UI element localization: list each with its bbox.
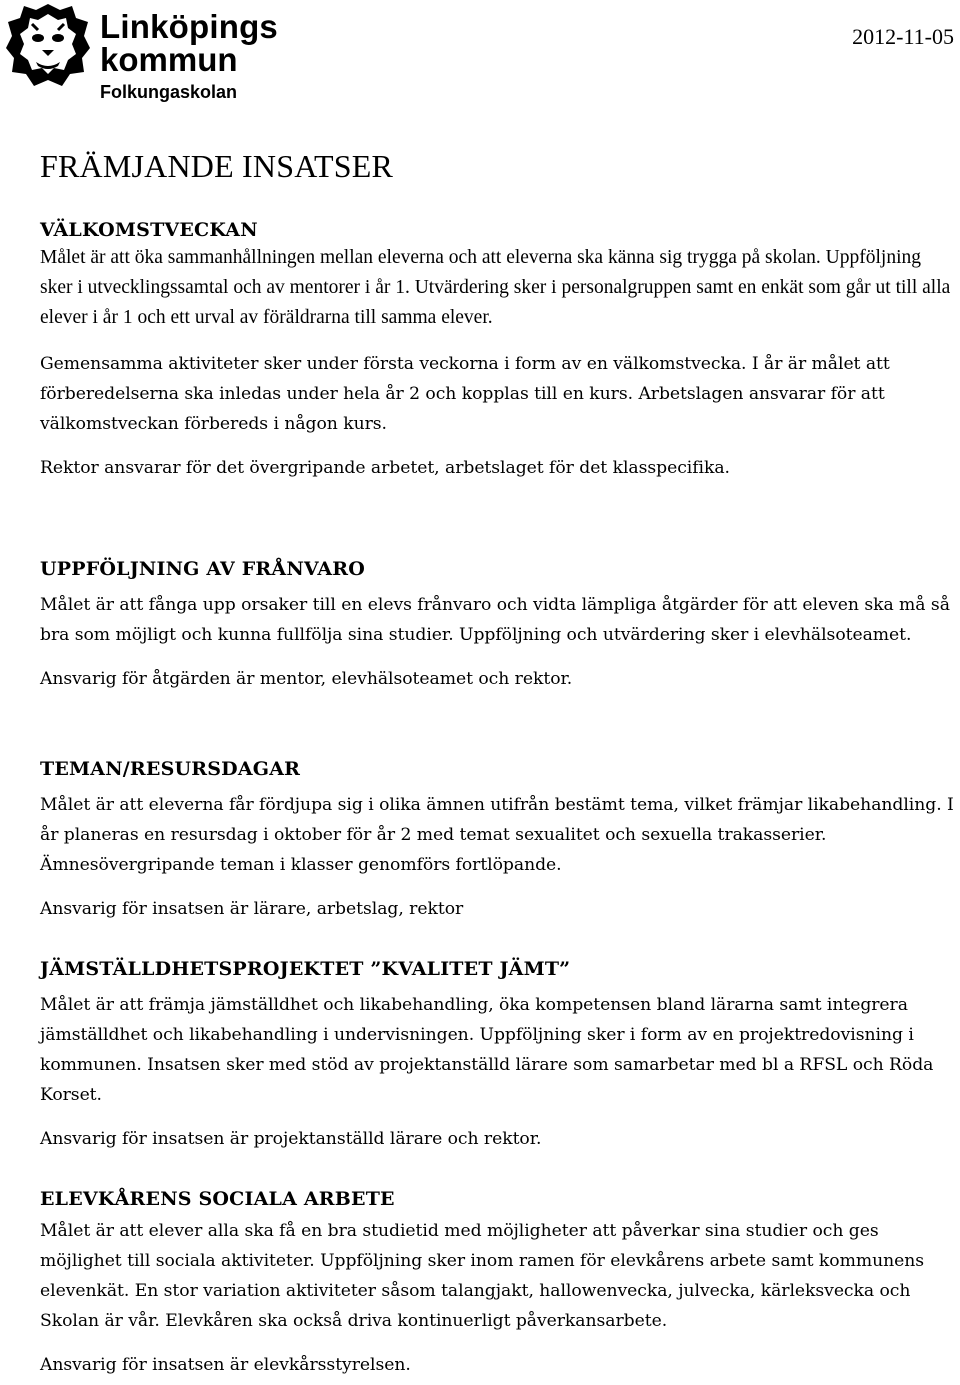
section-paragraph: Ansvarig för insatsen är elevkårsstyrelsen. <box>40 1355 411 1375</box>
section-paragraph: Målet är att fånga upp orsaker till en elevs frånvaro och vidta lämpliga åtgärder för att eleven ska må så bra som möjligt och kunna fullfölja sina studier. Uppföljning och utvärdering sker i elevhälsoteamet. <box>40 595 950 645</box>
section-valkomstveckan <box>40 217 955 483</box>
document-date: 2012-11-05 <box>852 24 954 49</box>
section-jamstalldhet <box>40 956 955 1154</box>
section-paragraph: Ansvarig för åtgärden är mentor, elevhälsoteamet och rektor. <box>40 669 573 689</box>
section-paragraph: Ansvarig för insatsen är projektanställd lärare och rektor. <box>40 1129 542 1149</box>
section-paragraph: Gemensamma aktiviteter sker under första veckorna i form av en välkomstvecka. I år är målet att förberedelserna ska inledas under hela år 2 och kopplas till en kurs. Arbetslagen ansvarar för att välkomstveckan förbereds i någon kurs. <box>40 354 890 434</box>
brand <box>100 10 278 102</box>
section-paragraph: Målet är att främja jämställdhet och likabehandling, öka kompetensen bland lärarna samt integrera jämställdhet och likabehandling i undervisningen. Uppföljning sker i form av en projektredovisning i kommunen. Insatsen sker med stöd av projektanställd lärare som samarbetar med bl a RFSL och Röda Korset. <box>40 995 934 1105</box>
section-paragraph: Målet är att eleverna får fördjupa sig i olika ämnen utifrån bestämt tema, vilket främjar likabehandling. I år planeras en resursdag i oktober för år 2 med temat sexualitet och sexuella trakasserier. Ämnesövergripande teman i klasser genomförs fortlöpande. <box>40 795 954 875</box>
section-elevkaren <box>40 1186 955 1380</box>
page-header <box>0 0 960 120</box>
brand-line1: Linköpings <box>100 8 278 45</box>
section-teman <box>40 756 955 924</box>
section-heading: UPPFÖLJNING AV FRÅNVARO <box>40 558 366 580</box>
section-franvaro <box>40 556 955 694</box>
brand-line2: kommun <box>100 41 238 78</box>
section-heading: TEMAN/RESURSDAGAR <box>40 758 301 780</box>
section-heading: ELEVKÅRENS SOCIALA ARBETE <box>40 1188 395 1210</box>
section-paragraph: Rektor ansvarar för det övergripande arbetet, arbetslaget för det klasspecifika. <box>40 458 730 478</box>
document-title: FRÄMJANDE INSATSER <box>40 148 393 184</box>
section-paragraph: Målet är att elever alla ska få en bra studietid med möjligheter att påverkar sina studier och ges möjlighet till sociala aktiviteter. Uppföljning sker inom ramen för elevkårens arbete samt kommunens elevenkät. En stor variation aktiviteter såsom talangjakt, hallowenvecka, julvecka, kärleksvecka och Skolan är vår. Elevkåren ska också driva kontinuerligt påverkansarbete. <box>40 1221 925 1331</box>
section-paragraph: Målet är att öka sammanhållningen mellan eleverna och att eleverna ska känna sig trygga på skolan. Uppföljning sker i utvecklingssamtal och av mentorer i år 1. Utvärdering sker i personalgruppen samt en enkät som går ut till alla elever i år 1 och ett urval av föräldrarna till samma elever. <box>40 247 951 328</box>
section-paragraph: Ansvarig för insatsen är lärare, arbetslag, rektor <box>40 899 464 919</box>
section-heading: VÄLKOMSTVECKAN <box>40 219 258 241</box>
section-heading: JÄMSTÄLLDHETSPROJEKTET ”KVALITET JÄMT” <box>40 958 571 980</box>
lion-logo-icon <box>2 0 94 92</box>
school-name: Folkungaskolan <box>100 82 238 102</box>
